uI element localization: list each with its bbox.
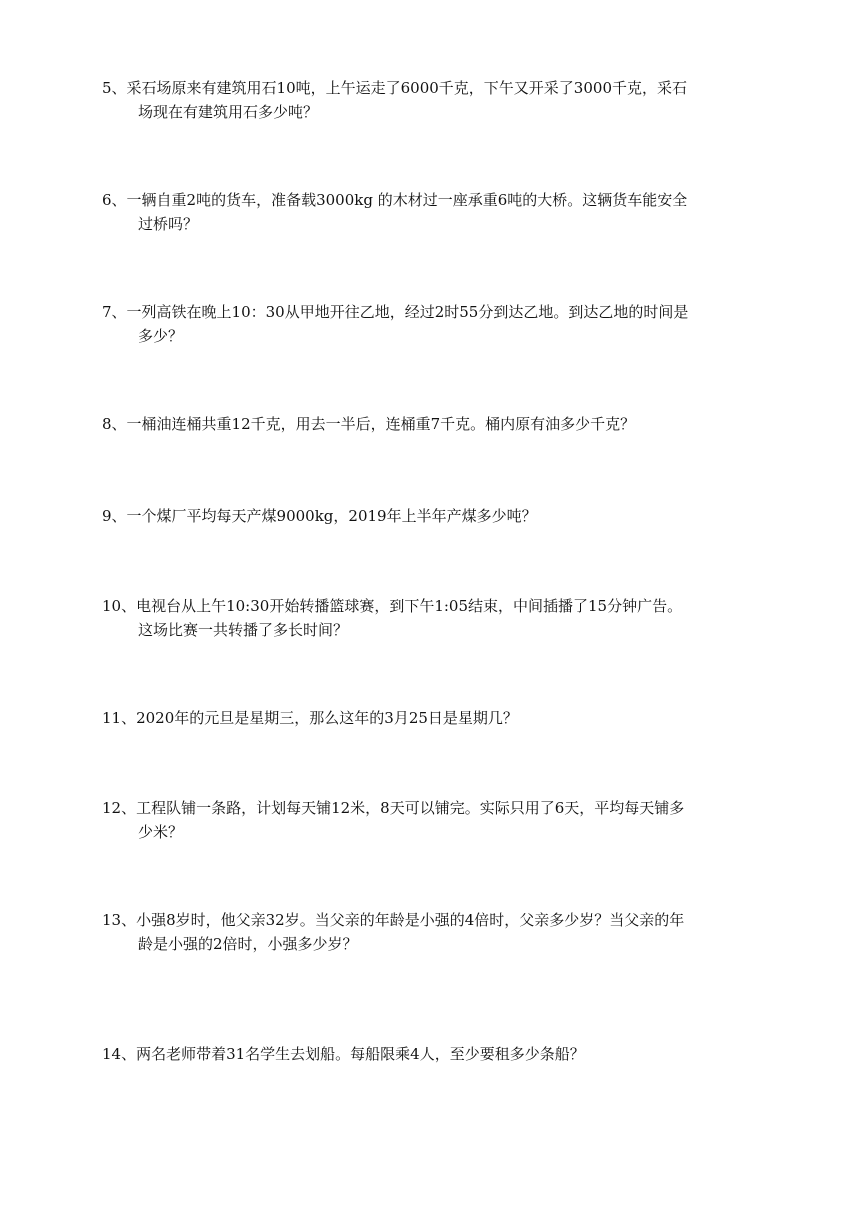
problem-13: [102, 908, 782, 956]
problem-text-line2: 龄是小强的2倍时，小强多少岁？: [138, 935, 358, 953]
problem-number: 11、: [102, 709, 137, 727]
problem-number: 9、: [102, 507, 127, 525]
problem-text-line2: 场现在有建筑用石多少吨？: [138, 103, 319, 121]
problem-14: [102, 1042, 782, 1066]
problem-11: [102, 706, 782, 730]
problem-9: [102, 504, 782, 528]
problem-number: 10、: [102, 597, 137, 615]
problem-number: 6、: [102, 191, 127, 209]
problem-text-line1: 工程队铺一条路，计划每天铺12米，8天可以铺完。实际只用了6天，平均每天铺多: [136, 799, 685, 817]
problem-10: [102, 594, 782, 642]
problem-8: [102, 412, 782, 436]
problem-number: 14、: [102, 1045, 137, 1063]
problem-5: [102, 76, 782, 124]
problem-number: 7、: [102, 303, 127, 321]
problem-text-line1: 一个煤厂平均每天产煤9000kg，2019年上半年产煤多少吨？: [126, 507, 537, 525]
problem-12: [102, 796, 782, 844]
problem-number: 5、: [102, 79, 127, 97]
problem-7: [102, 300, 782, 348]
problem-6: [102, 188, 782, 236]
problem-number: 13、: [102, 911, 137, 929]
problem-number: 12、: [102, 799, 137, 817]
problem-text-line1: 一列高铁在晚上10：30从甲地开往乙地，经过2时55分到达乙地。到达乙地的时间是: [126, 303, 689, 321]
problem-text-line1: 一辆自重2吨的货车，准备载3000kg 的木材过一座承重6吨的大桥。这辆货车能安全: [126, 191, 688, 209]
problem-text-line1: 电视台从上午10:30开始转播篮球赛，到下午1:05结束，中间插播了15分钟广告。: [136, 597, 683, 615]
problem-text-line2: 这场比赛一共转播了多长时间？: [138, 621, 349, 639]
problem-number: 8、: [102, 415, 127, 433]
problem-text-line2: 少米？: [138, 823, 184, 841]
problem-text-line1: 一桶油连桶共重12千克，用去一半后，连桶重7千克。桶内原有油多少千克？: [126, 415, 636, 433]
problem-text-line1: 采石场原来有建筑用石10吨，上午运走了6000千克，下午又开采了3000千克，采石: [126, 79, 687, 97]
problem-text-line1: 两名老师带着31名学生去划船。每船限乘4人，至少要租多少条船？: [136, 1045, 585, 1063]
problem-text-line1: 小强8岁时，他父亲32岁。当父亲的年龄是小强的4倍时，父亲多少岁？当父亲的年: [136, 911, 685, 929]
problem-text-line1: 2020年的元旦是星期三，那么这年的3月25日是星期几？: [136, 709, 518, 727]
problem-text-line2: 多少？: [138, 327, 184, 345]
problem-text-line2: 过桥吗？: [138, 215, 199, 233]
